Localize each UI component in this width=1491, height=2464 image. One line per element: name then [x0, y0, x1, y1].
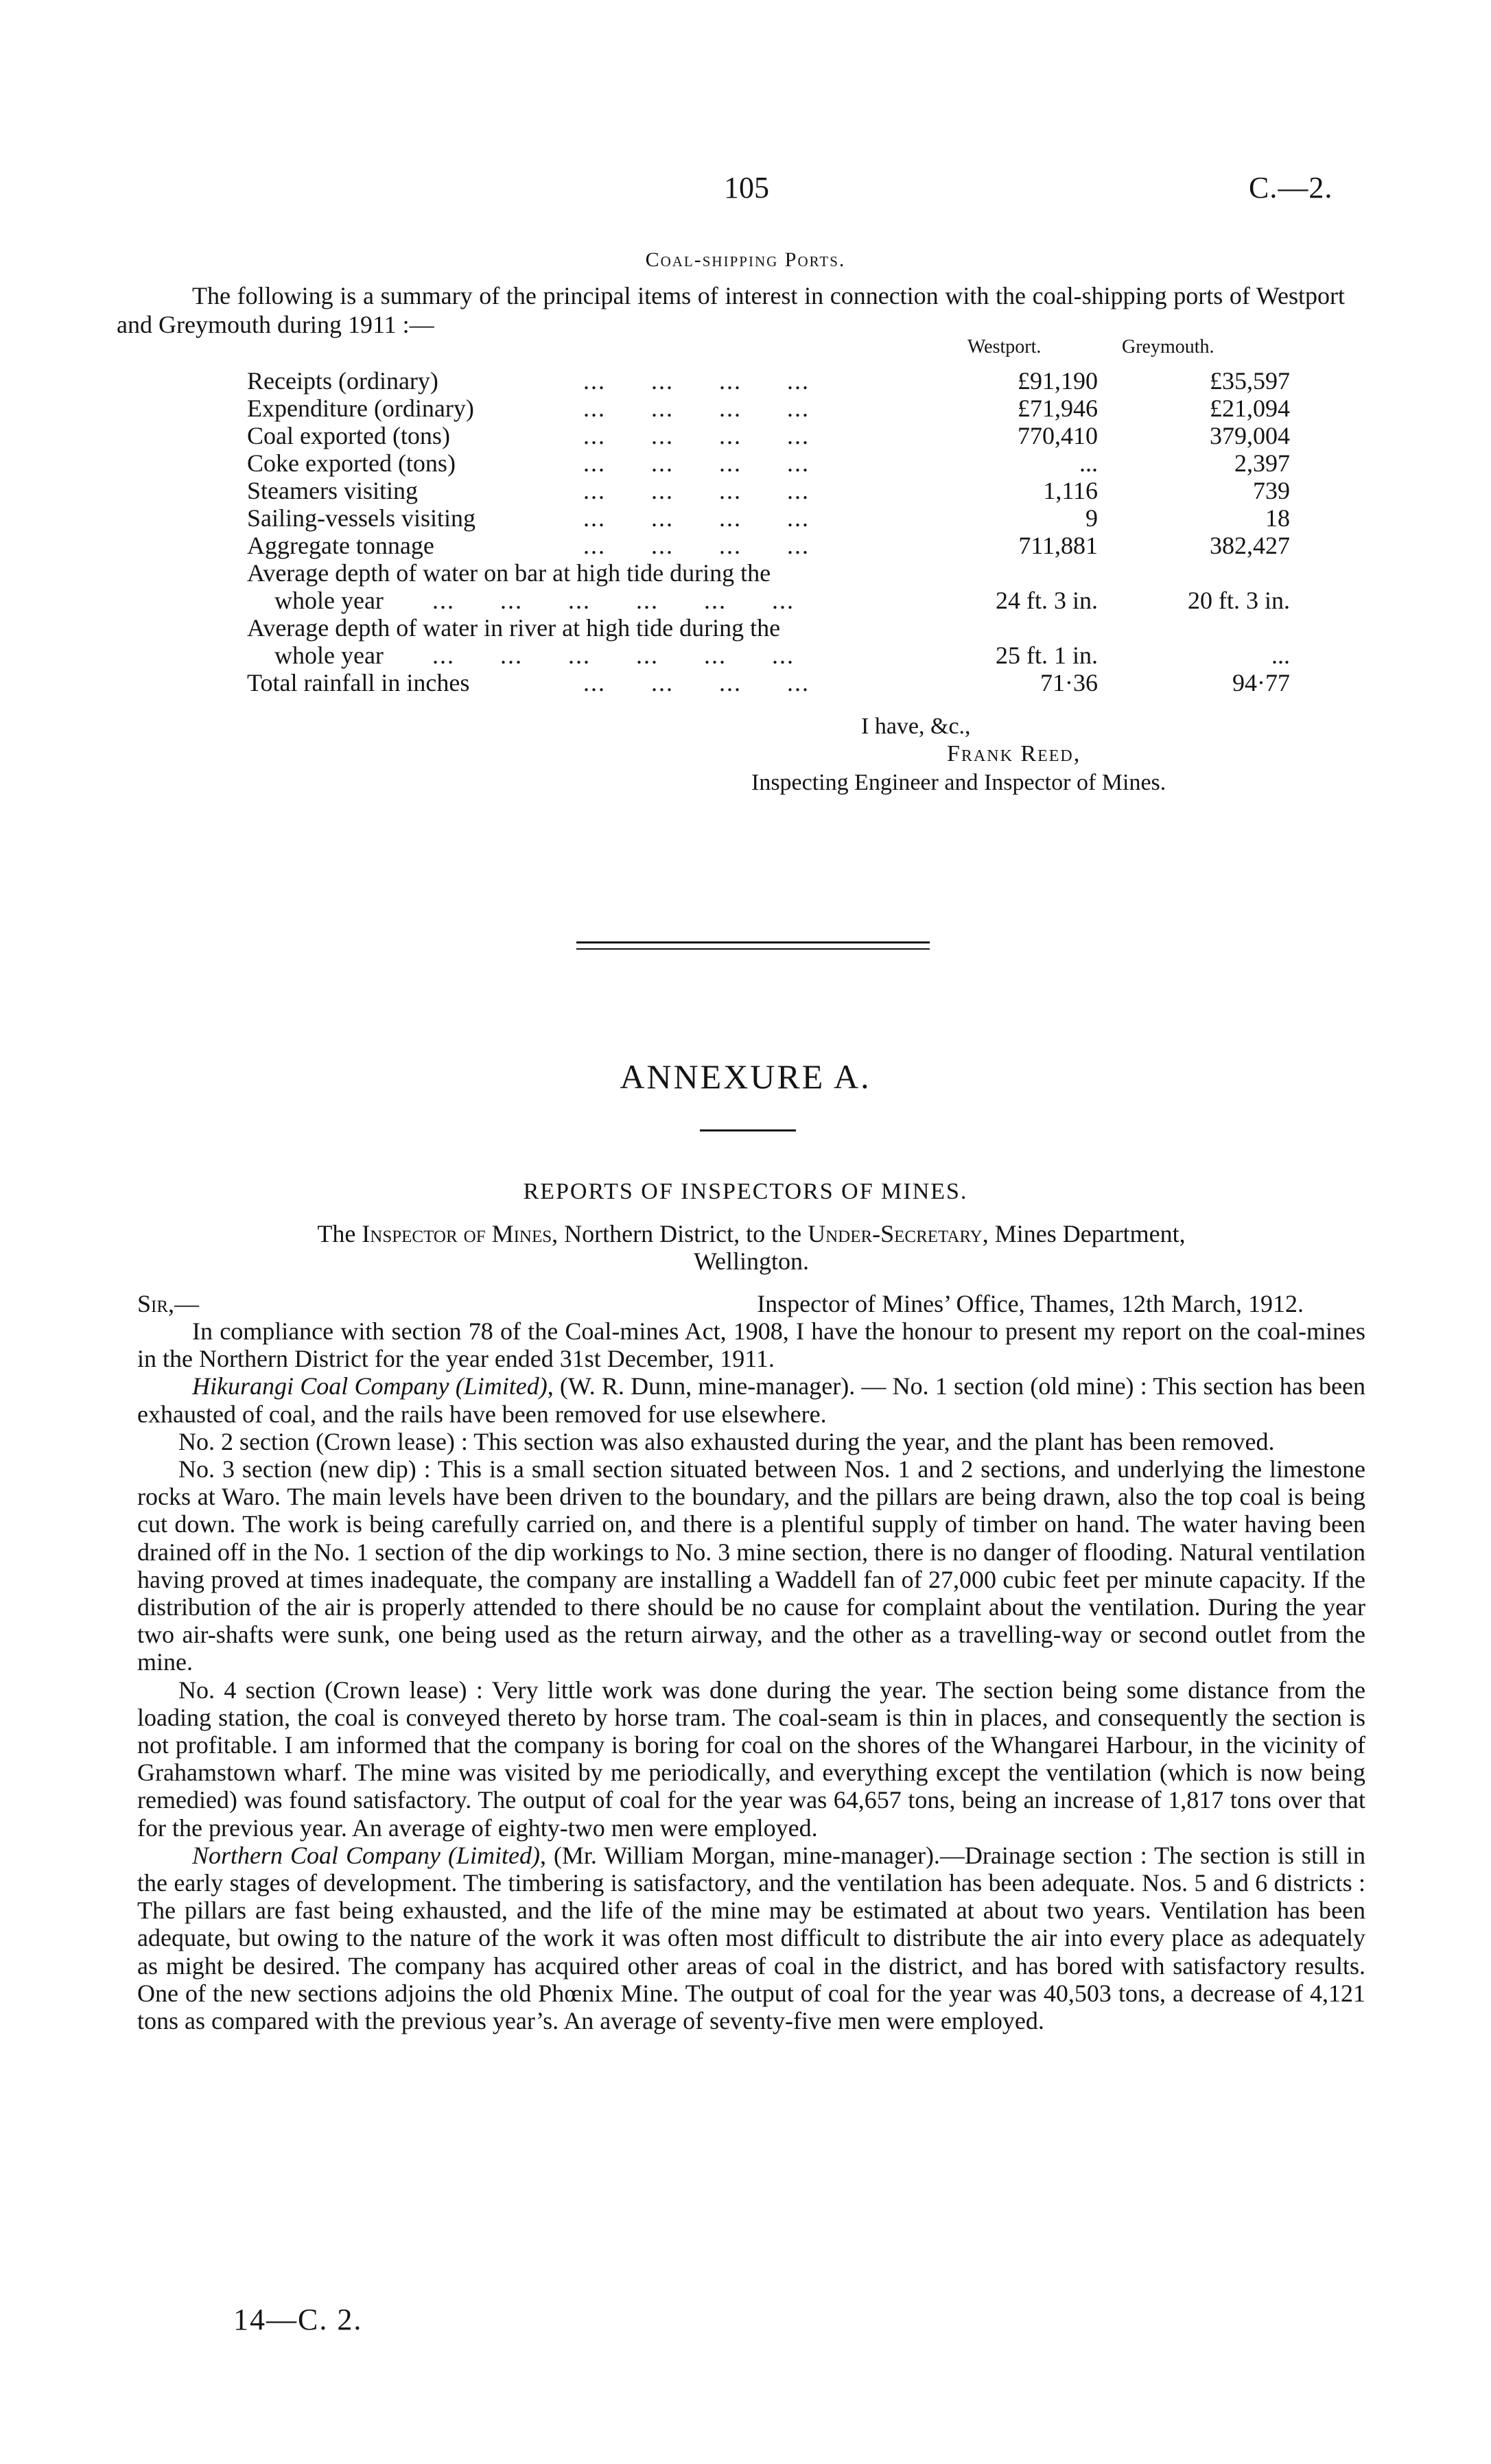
- westport-value: 770,410: [1018, 422, 1098, 449]
- table-row: [247, 476, 1317, 504]
- westport-value: 71·36: [1040, 669, 1098, 696]
- greymouth-value: £21,094: [1210, 395, 1290, 422]
- column-header-greymouth: Greymouth.: [1122, 336, 1214, 357]
- table-row: [247, 668, 1317, 696]
- coal-shipping-intro: The following is a summary of the principal items of interest in connection with the coal-shipping ports of Westport and Greymouth during 1911 :—: [117, 282, 1345, 338]
- greymouth-value: £35,597: [1210, 367, 1290, 395]
- salutation-line: [137, 1290, 1365, 1317]
- leader-dots: ... ... ... ...: [583, 532, 810, 559]
- addressor: Inspector of Mines: [362, 1220, 552, 1247]
- westport-value: ...: [1079, 449, 1098, 477]
- title-underline: [700, 1129, 796, 1131]
- table-row: [247, 394, 1317, 421]
- table-row: [247, 613, 1317, 641]
- company-name: Hikurangi Coal Company (Limited): [192, 1372, 548, 1400]
- leader-dots: ... ... ... ...: [583, 395, 810, 422]
- signer-title: Inspecting Engineer and Inspector of Mines.: [751, 770, 1166, 795]
- leader-dots: ... ... ... ...: [583, 422, 810, 449]
- greymouth-value: 94·77: [1232, 669, 1290, 696]
- row-label: Steamers visiting: [247, 477, 418, 504]
- westport-value: 711,881: [1018, 532, 1098, 559]
- westport-value: 1,116: [1043, 477, 1098, 504]
- greymouth-value: 18: [1265, 504, 1290, 532]
- greymouth-value: 379,004: [1210, 422, 1290, 449]
- reports-subtitle: REPORTS OF INSPECTORS OF MINES.: [523, 1179, 968, 1204]
- row-label: Aggregate tonnage: [247, 532, 434, 559]
- office-dateline: Inspector of Mines’ Office, Thames, 12th March, 1912.: [757, 1290, 1304, 1317]
- paragraph-intro: In compliance with section 78 of the Coal-mines Act, 1908, I have the honour to present my report on the coal-mines in the Northern District for the year ended 31st December, 1911.: [137, 1317, 1365, 1373]
- paragraph-hikurangi: Hikurangi Coal Company (Limited), (W. R. Dunn, mine-manager). — No. 1 section (old mine) : This section has been exhausted of coal, and the rails have been removed for use elsewhere.: [137, 1372, 1365, 1428]
- row-label-continued: whole year: [274, 587, 384, 614]
- address-city: Wellington.: [693, 1247, 810, 1275]
- page-number: 105: [724, 171, 769, 204]
- paragraph-no3-section: No. 3 section (new dip) : This is a small section situated between Nos. 1 and 2 sections, and underlying the limestone rocks at Waro. The main levels have been driven to the boundary, and the pillars are being drawn, also the top coal is being cut down. The work is being carefully carried on, and there is a plentiful supply of timber on hand. The water having been drained off in the No. 1 section of the dip workings to No. 3 mine section, there is no danger of flooding. Natural ventilation having proved at times inadequate, the company are installing a Waddell fan of 27,000 cubic feet per minute capacity. If the distribution of the air is properly attended to there should be no cause for complaint about the ventilation. During the year two air-shafts were sunk, one being used as the return airway, and the other as a travelling-way or second outlet from the mine.: [137, 1455, 1365, 1676]
- greymouth-value: ...: [1271, 642, 1290, 669]
- salutation: Sir,—: [137, 1290, 200, 1317]
- company-name: Northern Coal Company (Limited): [192, 1841, 540, 1869]
- leader-dots: ... ... ... ...: [583, 669, 810, 696]
- row-label: Total rainfall in inches: [247, 669, 470, 696]
- greymouth-value: 739: [1253, 477, 1290, 504]
- greymouth-value: 382,427: [1210, 532, 1290, 559]
- greymouth-value: 20 ft. 3 in.: [1188, 587, 1290, 614]
- row-label: Receipts (ordinary): [247, 367, 438, 395]
- table-row: [247, 586, 1317, 613]
- row-label: Sailing-vessels visiting: [247, 504, 476, 532]
- row-label-continued: whole year: [274, 642, 384, 669]
- row-label: Coke exported (tons): [247, 449, 456, 477]
- coal-shipping-title: Coal-shipping Ports.: [645, 248, 846, 271]
- document-reference: C.—2.: [1249, 171, 1333, 204]
- report-body: [137, 1290, 1365, 2034]
- leader-dots: ... ... ... ... ... ...: [432, 642, 795, 669]
- divider-rule: [576, 941, 930, 943]
- westport-value: 25 ft. 1 in.: [996, 642, 1098, 669]
- greymouth-value: 2,397: [1234, 449, 1290, 477]
- column-header-westport: Westport.: [967, 336, 1042, 357]
- leader-dots: ... ... ... ...: [583, 504, 810, 532]
- signer-name: Frank Reed,: [947, 741, 1081, 766]
- westport-value: 24 ft. 3 in.: [996, 587, 1098, 614]
- row-label: Expenditure (ordinary): [247, 395, 474, 422]
- table-row: [247, 531, 1317, 559]
- annexure-title: ANNEXURE A.: [620, 1057, 871, 1096]
- row-label: Average depth of water in river at high tide during the: [247, 614, 781, 642]
- closing-line: I have, &c.,: [861, 714, 971, 739]
- leader-dots: ... ... ... ...: [583, 477, 810, 504]
- signature-mark: 14—C. 2.: [233, 2303, 363, 2336]
- leader-dots: ... ... ... ...: [583, 367, 810, 395]
- paragraph-no2-section: No. 2 section (Crown lease) : This section was also exhausted during the year, and the plant has been removed.: [178, 1427, 1275, 1455]
- leader-dots: ... ... ... ... ... ...: [432, 587, 795, 614]
- table-row: [247, 449, 1317, 476]
- paragraph-northern: Northern Coal Company (Limited), (Mr. William Morgan, mine-manager).—Drainage section : The section is still in the early stages of development. The timbering is satisfactory, and the ventilation has been adequate. Nos. 5 and 6 districts : The pillars are fast being exhausted, and the life of the mine may be estimated at about two years. Ventilation has been adequate, but owing to the nature of the work it was often most difficult to distribute the air into every place as adequately as might be desired. The company has acquired other areas of coal in the district, and has bored with satisfactory results. One of the new sections adjoins the old Phœnix Mine. The output of coal for the year was 40,503 tons, a decrease of 4,121 tons as compared with the previous year’s. An average of seventy-five men were employed.: [137, 1841, 1365, 2035]
- table-row: [247, 559, 1317, 586]
- paragraph-no4-section: No. 4 section (Crown lease) : Very little work was done during the year. The section being some distance from the loading station, the coal is conveyed thereto by horse tram. The coal-seam is thin in places, and consequently the section is not profitable. I am informed that the company is boring for coal on the shores of the Whangarei Harbour, in the vicinity of Grahamstown wharf. The mine was visited by me periodically, and everything except the ventilation (which is now being remedied) was found satisfactory. The output of coal for the year was 64,657 tons, being an increase of 1,817 tons over that for the previous year. An average of eighty-two men were employed.: [137, 1676, 1365, 1842]
- leader-dots: ... ... ... ...: [583, 449, 810, 477]
- table-row: [247, 366, 1317, 394]
- table-row: [247, 504, 1317, 531]
- westport-value: £71,946: [1018, 395, 1098, 422]
- address-line: The Inspector of Mines, Northern District, to the Under-Secretary, Mines Department, Wellington.: [317, 1220, 1186, 1275]
- table-row: [247, 641, 1317, 668]
- row-label: Coal exported (tons): [247, 422, 450, 449]
- westport-value: 9: [1085, 504, 1098, 532]
- row-label: Average depth of water on bar at high tide during the: [247, 559, 771, 587]
- table-row: [247, 421, 1317, 449]
- divider-rule: [576, 948, 930, 950]
- westport-value: £91,190: [1018, 367, 1098, 395]
- addressee: Under-Secretary: [808, 1220, 983, 1247]
